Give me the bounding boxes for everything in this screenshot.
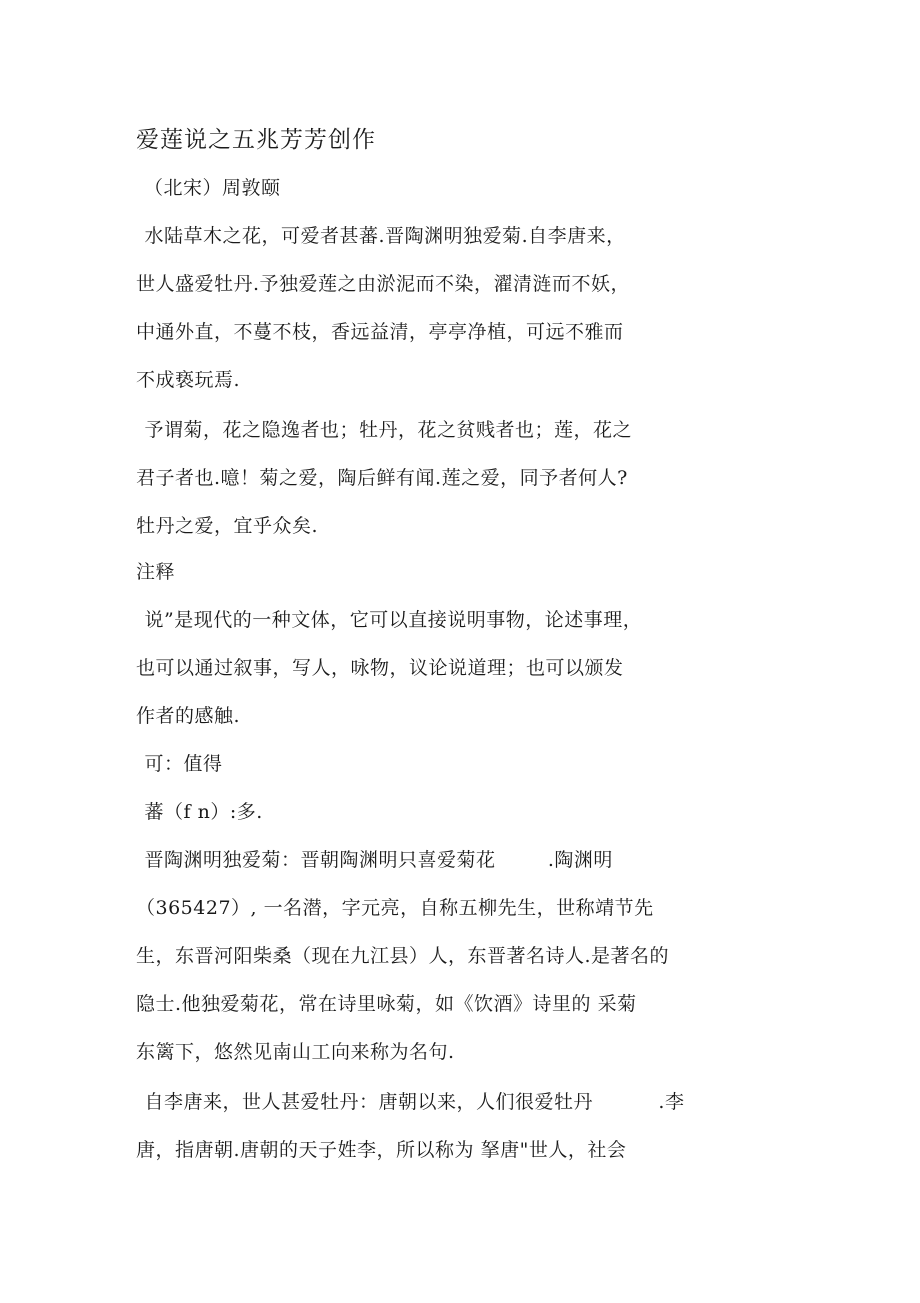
text-line: 隐士.他独爱菊花，常在诗里咏菊，如《饮酒》诗里的 采菊 bbox=[136, 993, 637, 1015]
text-line: 可：值得 bbox=[138, 753, 223, 775]
document-title: 爱莲说之五兆芳芳创作 bbox=[136, 127, 376, 153]
text-line: （365427）, 一名潜，字元亮，自称五柳先生，世称靖节先 bbox=[136, 897, 654, 919]
text-line: 世人盛爱牡丹.予独爱莲之由淤泥而不染，濯清涟而不妖， bbox=[136, 273, 631, 295]
text-line: 作者的感触. bbox=[136, 705, 241, 727]
text-line: 水陆草木之花，可爱者甚蕃.晋陶渊明独爱菊.自李唐来， bbox=[138, 225, 626, 247]
text-line: 也可以通过叙事，写人，咏物，议论说道理；也可以颁发 bbox=[136, 657, 624, 679]
text-line: 君子者也.噫！菊之爱，陶后鲜有闻.莲之爱，同予者何人? bbox=[136, 467, 628, 489]
author-line: （北宋）周敦颐 bbox=[144, 177, 281, 199]
text-line: 唐，指唐朝.唐朝的天子姓李，所以称为 拏唐"世人，社会 bbox=[136, 1139, 627, 1161]
text-line: 予谓菊，花之隐逸者也；牡丹，花之贫贱者也；莲，花之 bbox=[138, 419, 633, 441]
text-line: 生，东晋河阳柴桑（现在九江县）人，东晋著名诗人.是著名的 bbox=[136, 945, 670, 967]
text-line: 不成亵玩焉. bbox=[136, 369, 241, 391]
text-line: 蕃（f n）:多. bbox=[138, 801, 263, 823]
text-line: 晋陶渊明独爱菊：晋朝陶渊明只喜爱菊花 .陶渊明 bbox=[138, 849, 613, 871]
text-line: 自李唐来，世人甚爱牡丹：唐朝以来，人们很爱牡丹 .李 bbox=[138, 1091, 685, 1113]
text-line: 东篱下，悠然见南山工向来称为名句. bbox=[136, 1041, 455, 1063]
text-line: 牡丹之爱，宜乎众矣. bbox=[136, 515, 319, 537]
text-line: 说”是现代的一种文体，它可以直接说明事物，论述事理， bbox=[138, 609, 643, 631]
text-line: 中通外直，不蔓不枝，香远益清，亭亭净植，可远不雅而 bbox=[136, 321, 624, 343]
section-heading: 注释 bbox=[136, 561, 176, 583]
